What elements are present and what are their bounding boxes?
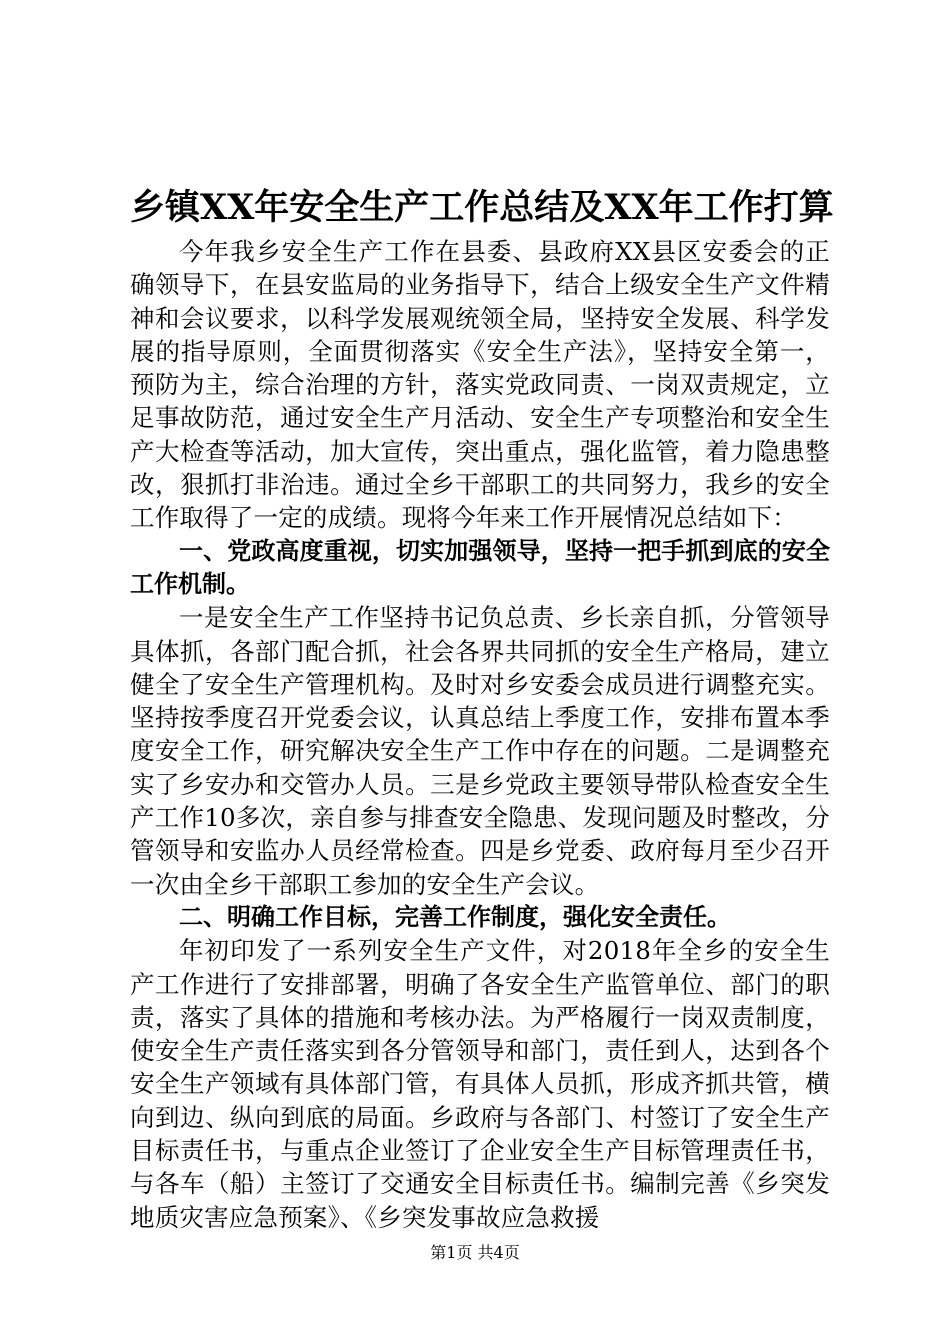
section-2-paragraph: 年初印发了一系列安全生产文件，对2018年全乡的安全生产工作进行了安排部署，明确了各安全生产监管单位、部门的职责，落实了具体的措施和考核办法。为严格履行一岗双责制度，使安全生产责任落实到各分管领导和部门，责任到人，达到各个安全生产领域有具体部门管，有具体人员抓，形成齐抓共管，横向到边、纵向到底的局面。乡政府与各部门、村签订了安全生产目标责任书，与重点企业签订了企业安全生产目标管理责任书，与各车（船）主签订了交通安全目标责任书。编制完善《乡突发地质灾害应急预案》、《乡突发事故应急救援 bbox=[130, 936, 830, 1232]
section-heading-1: 一、党政高度重视，切实加强领导，坚持一把手抓到底的安全工作机制。 bbox=[130, 536, 830, 598]
section-1-paragraph: 一是安全生产工作坚持书记负总责、乡长亲自抓，分管领导具体抓，各部门配合抓，社会各界共同抓的安全生产格局，建立健全了安全生产管理机构。及时对乡安委会成员进行调整充实。坚持按季度召开党委会议，认真总结上季度工作，安排布置本季度安全工作，研究解决安全生产工作中存在的问题。二是调整充实了乡安办和交管办人员。三是乡党政主要领导带队检查安全生产工作10多次，亲自参与排查安全隐患、发现问题及时整改，分管领导和安监办人员经常检查。四是乡党委、政府每月至少召开一次由全乡干部职工参加的安全生产会议。 bbox=[130, 603, 830, 899]
section-heading-2: 二、明确工作目标，完善工作制度，强化安全责任。 bbox=[179, 902, 731, 931]
document-title: 乡镇XX年安全生产工作总结及XX年工作打算 bbox=[130, 187, 834, 228]
page-number-footer: 第1页 共4页 bbox=[430, 1243, 520, 1262]
document-body bbox=[130, 235, 830, 1234]
intro-paragraph: 今年我乡安全生产工作在县委、县政府XX县区安委会的正确领导下，在县安监局的业务指导下，结合上级安全生产文件精神和会议要求，以科学发展观统领全局，坚持安全发展、科学发展的指导原则，全面贯彻落实《安全生产法》，坚持安全第一，预防为主，综合治理的方针，落实党政同责、一岗双责规定，立足事故防范，通过安全生产月活动、安全生产专项整治和安全生产大检查等活动，加大宣传，突出重点，强化监管，着力隐患整改，狠抓打非治违。通过全乡干部职工的共同努力，我乡的安全工作取得了一定的成绩。现将今年来工作开展情况总结如下： bbox=[130, 237, 830, 533]
